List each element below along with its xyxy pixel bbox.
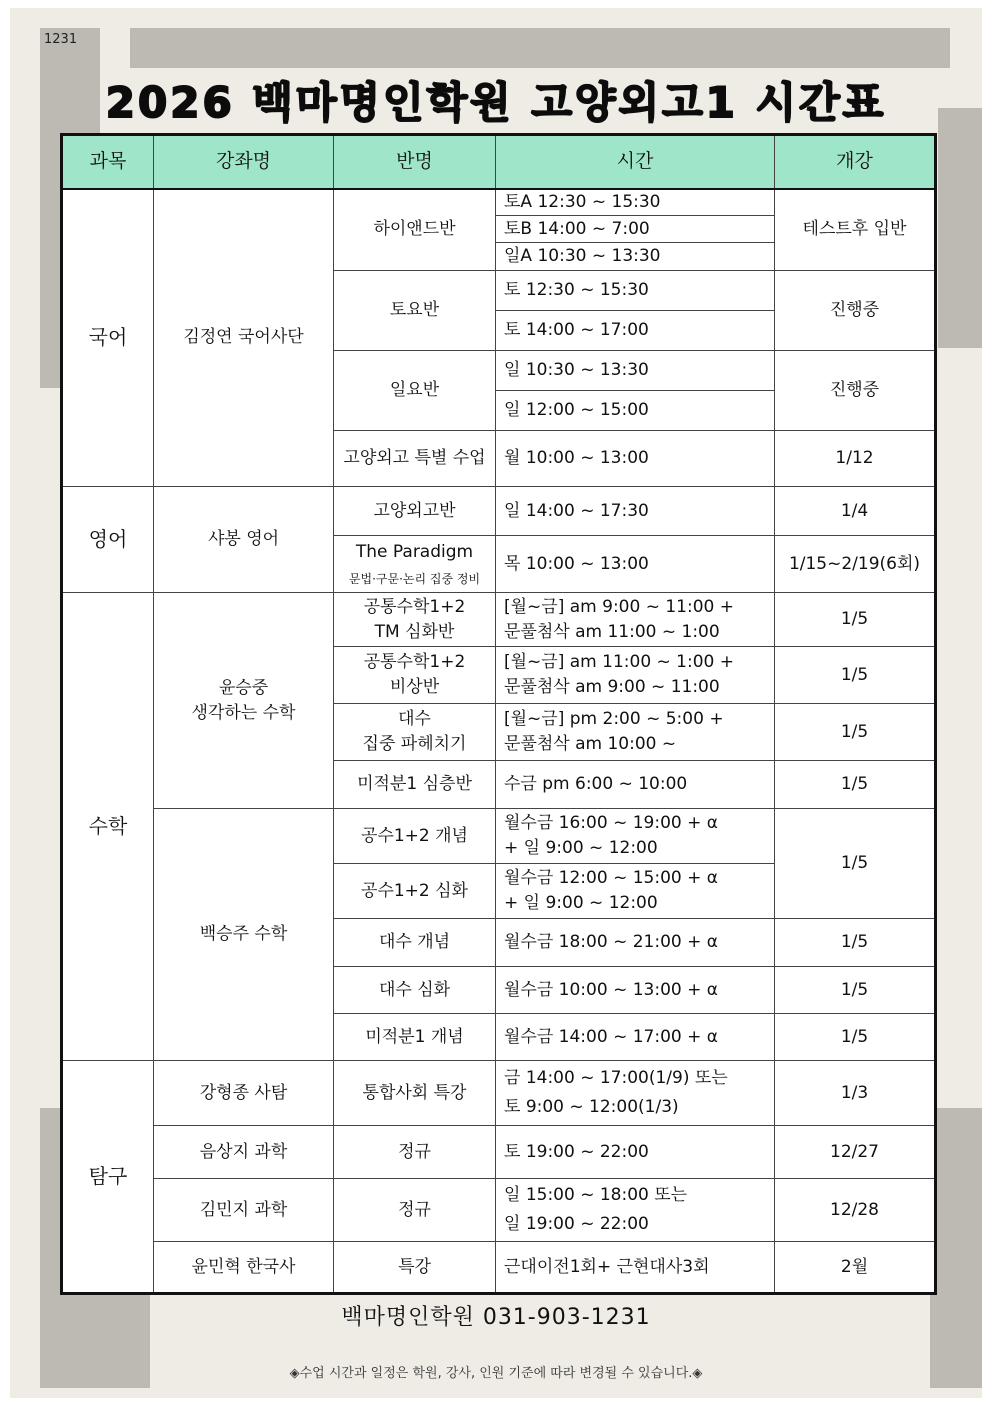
course-line: 윤승중 — [218, 677, 269, 698]
class-cell: 공수1+2 심화 — [334, 864, 496, 919]
time-cell: 일 10:30 ~ 13:30 — [496, 351, 775, 391]
time-line: 월수금 16:00 ~ 19:00 + α — [504, 813, 718, 834]
contact-info: 백마명인학원 031-903-1231 — [341, 1305, 651, 1330]
course-cell: 음상지 과학 — [154, 1126, 334, 1179]
start-cell: 12/28 — [775, 1179, 936, 1242]
start-cell: 테스트후 입반 — [775, 189, 936, 271]
start-cell: 1/12 — [775, 431, 936, 487]
class-cell: 미적분1 개념 — [334, 1014, 496, 1061]
time-cell: 토 12:30 ~ 15:30 — [496, 271, 775, 311]
time-line: 문풀첨삭 am 10:00 ~ — [504, 734, 677, 754]
time-line: 문풀첨삭 am 11:00 ~ 1:00 — [504, 621, 720, 642]
time-cell: 월수금 18:00 ~ 21:00 + α — [496, 919, 775, 967]
time-line: 토 9:00 ~ 12:00(1/3) — [504, 1097, 679, 1117]
time-cell — [496, 593, 775, 647]
class-cell: 하이앤드반 — [334, 189, 496, 271]
class-name: The Paradigm — [355, 541, 474, 562]
header-time: 시간 — [496, 135, 775, 189]
time-cell: 일A 10:30 ~ 13:30 — [496, 243, 775, 271]
class-cell: 미적분1 심층반 — [334, 761, 496, 809]
time-cell — [496, 704, 775, 761]
class-cell: 고양외고반 — [334, 487, 496, 536]
class-name: 집중 파헤치기 — [362, 734, 467, 754]
time-cell — [496, 647, 775, 704]
table-row — [62, 1061, 936, 1126]
header-subject: 과목 — [62, 135, 154, 189]
class-cell: 고양외고 특별 수업 — [334, 431, 496, 487]
course-cell: 샤봉 영어 — [154, 487, 334, 593]
background-watermark-top — [130, 28, 950, 68]
time-line: 일 19:00 ~ 22:00 — [504, 1214, 649, 1234]
class-name: 공통수학1+2 — [363, 652, 466, 673]
start-cell: 1/15~2/19(6회) — [775, 536, 936, 593]
time-line: [월~금] am 9:00 ~ 11:00 + — [504, 596, 735, 617]
start-cell: 1/5 — [775, 593, 936, 647]
time-line: [월~금] am 11:00 ~ 1:00 + — [504, 652, 735, 673]
subject-cell: 영어 — [62, 487, 154, 593]
time-cell — [496, 1179, 775, 1242]
class-cell: 토요반 — [334, 271, 496, 351]
class-cell: 통합사회 특강 — [334, 1061, 496, 1126]
class-cell: 대수 심화 — [334, 967, 496, 1014]
class-cell — [334, 593, 496, 647]
class-name: 비상반 — [389, 677, 440, 697]
time-cell — [496, 864, 775, 919]
time-line: 문풀첨삭 am 9:00 ~ 11:00 — [504, 677, 720, 697]
start-cell: 진행중 — [775, 271, 936, 351]
start-cell: 1/5 — [775, 761, 936, 809]
time-cell — [496, 809, 775, 864]
class-cell — [334, 647, 496, 704]
class-name: 공통수학1+2 — [363, 596, 466, 617]
time-cell: 토A 12:30 ~ 15:30 — [496, 189, 775, 216]
time-cell: 월수금 10:00 ~ 13:00 + α — [496, 967, 775, 1014]
class-name: TM 심화반 — [374, 621, 455, 642]
table-row — [62, 1179, 936, 1242]
table-row — [62, 189, 936, 216]
start-cell: 1/5 — [775, 647, 936, 704]
class-cell — [334, 536, 496, 593]
background-watermark-bottom-right — [930, 1108, 982, 1388]
class-cell: 정규 — [334, 1126, 496, 1179]
subject-cell: 국어 — [62, 189, 154, 487]
class-cell: 대수 개념 — [334, 919, 496, 967]
class-cell: 공수1+2 개념 — [334, 809, 496, 864]
course-cell: 백승주 수학 — [154, 809, 334, 1061]
time-line: + 일 9:00 ~ 12:00 — [504, 893, 658, 913]
time-cell: 월 10:00 ~ 13:00 — [496, 431, 775, 487]
document-number: 1231 — [44, 32, 78, 47]
header-start: 개강 — [775, 135, 936, 189]
background-watermark-right — [938, 108, 982, 348]
header-course: 강좌명 — [154, 135, 334, 189]
course-cell: 강형종 사탐 — [154, 1061, 334, 1126]
start-cell: 12/27 — [775, 1126, 936, 1179]
start-cell: 진행중 — [775, 351, 936, 431]
class-name: 대수 — [398, 709, 431, 730]
time-cell: 월수금 14:00 ~ 17:00 + α — [496, 1014, 775, 1061]
table-row — [62, 487, 936, 536]
table-row — [62, 809, 936, 864]
time-cell: 수금 pm 6:00 ~ 10:00 — [496, 761, 775, 809]
course-cell: 김민지 과학 — [154, 1179, 334, 1242]
timetable — [60, 133, 937, 1295]
time-line: 월수금 12:00 ~ 15:00 + α — [504, 868, 718, 889]
time-cell — [496, 1061, 775, 1126]
header-class: 반명 — [334, 135, 496, 189]
time-cell: 목 10:00 ~ 13:00 — [496, 536, 775, 593]
start-cell: 1/5 — [775, 809, 936, 919]
table-row — [62, 1242, 936, 1294]
course-cell: 윤민혁 한국사 — [154, 1242, 334, 1294]
header-row — [62, 135, 936, 189]
time-cell: 일 14:00 ~ 17:30 — [496, 487, 775, 536]
start-cell: 1/5 — [775, 704, 936, 761]
time-line: 일 15:00 ~ 18:00 또는 — [504, 1185, 688, 1206]
class-cell: 일요반 — [334, 351, 496, 431]
start-cell: 1/4 — [775, 487, 936, 536]
start-cell: 1/3 — [775, 1061, 936, 1126]
subject-cell: 탐구 — [62, 1061, 154, 1294]
time-line: + 일 9:00 ~ 12:00 — [504, 838, 658, 858]
time-cell: 토B 14:00 ~ 7:00 — [496, 216, 775, 243]
class-cell: 특강 — [334, 1242, 496, 1294]
time-cell: 토 19:00 ~ 22:00 — [496, 1126, 775, 1179]
start-cell: 1/5 — [775, 967, 936, 1014]
time-cell: 근대이전1회+ 근현대사3회 — [496, 1242, 775, 1294]
course-cell: 김정연 국어사단 — [154, 189, 334, 487]
class-cell: 정규 — [334, 1179, 496, 1242]
course-cell — [154, 593, 334, 809]
start-cell: 2월 — [775, 1242, 936, 1294]
table-row — [62, 1126, 936, 1179]
page-title: 2026 백마명인학원 고양외고1 시간표 — [105, 78, 887, 127]
time-cell: 토 14:00 ~ 17:00 — [496, 311, 775, 351]
start-cell: 1/5 — [775, 1014, 936, 1061]
class-subtitle: 문법·구문·논리 집중 정비 — [348, 571, 481, 586]
subject-cell: 수학 — [62, 593, 154, 1061]
time-line: [월~금] pm 2:00 ~ 5:00 + — [504, 709, 724, 730]
class-cell — [334, 704, 496, 761]
table-row — [62, 593, 936, 647]
footer-note: ◈수업 시간과 일정은 학원, 강사, 인원 기준에 따라 변경될 수 있습니다.◈ — [289, 1366, 703, 1381]
start-cell: 1/5 — [775, 919, 936, 967]
course-line: 생각하는 수학 — [191, 702, 296, 723]
time-line: 금 14:00 ~ 17:00(1/9) 또는 — [504, 1068, 728, 1089]
time-cell: 일 12:00 ~ 15:00 — [496, 391, 775, 431]
